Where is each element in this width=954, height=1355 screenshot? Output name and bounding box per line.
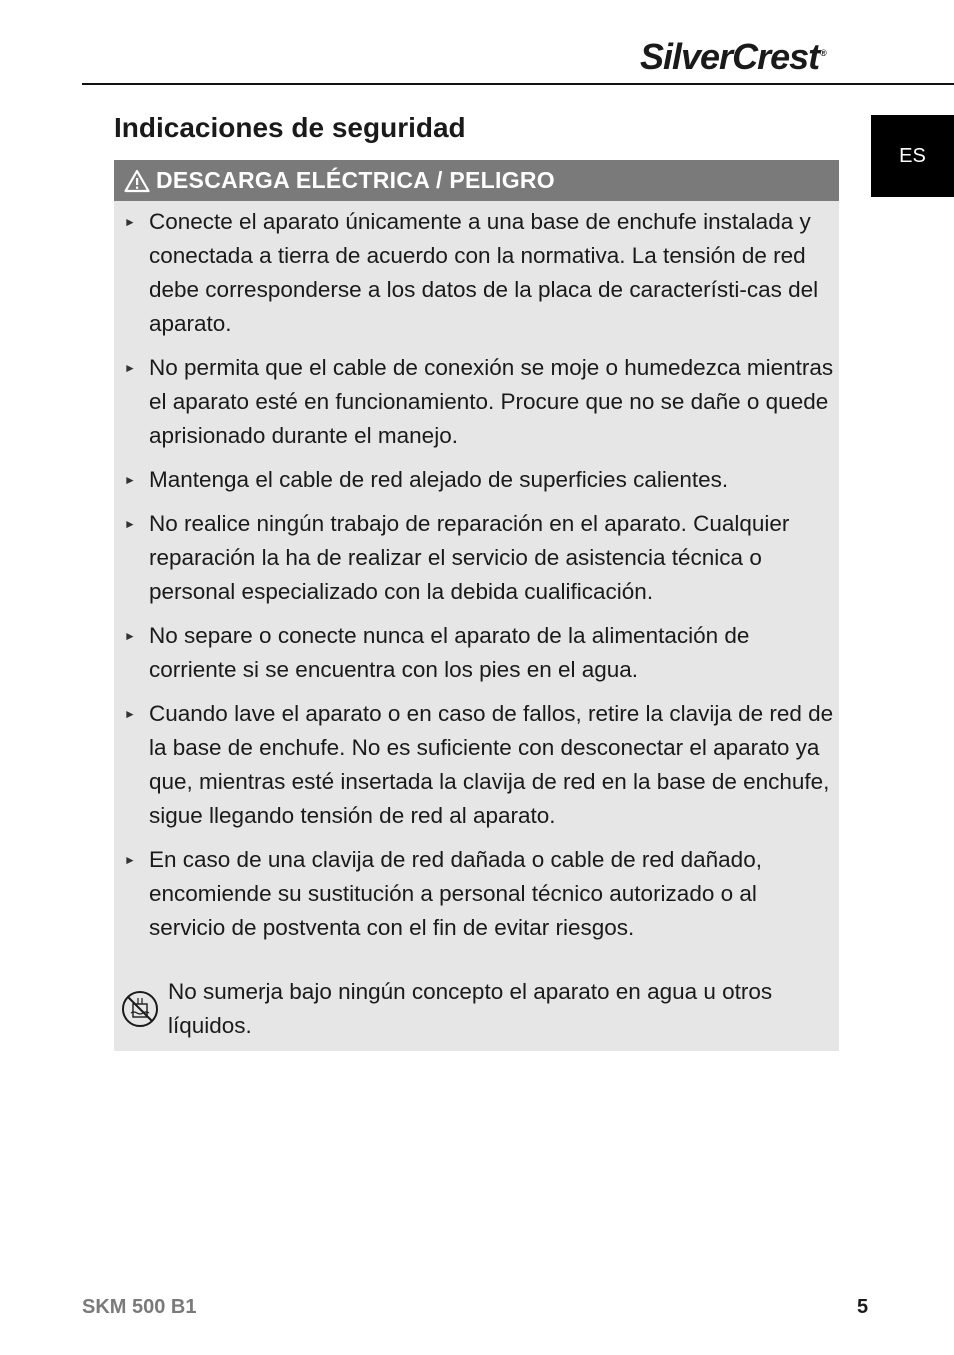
warning-header <box>114 160 839 201</box>
list-item-text: No permita que el cable de conexión se moje o humedezca mientras el aparato esté en funcionamiento. Procure que no se dañe o quede aprisionado durante el manejo. <box>149 355 834 448</box>
immersion-note <box>114 975 839 1043</box>
list-item <box>114 843 834 945</box>
bullet-arrow-icon: ► <box>124 215 136 229</box>
language-tab <box>871 115 954 197</box>
language-tab-label: ES <box>899 144 926 167</box>
bullet-arrow-icon: ► <box>124 629 136 643</box>
brand-name: SilverCrest <box>640 36 820 77</box>
header-divider <box>82 83 954 85</box>
list-item-text: Cuando lave el aparato o en caso de fallos, retire la clavija de red de la base de enchufe. No es suficiente con desconectar el aparato ya que, mientras esté insertada la clavija de red en la base de enchufe, sigue llegando tensión de red al aparato. <box>149 701 834 828</box>
list-item <box>114 507 834 609</box>
safety-box <box>114 160 839 1051</box>
warning-triangle-icon <box>124 169 150 193</box>
warning-title: DESCARGA ELÉCTRICA / PELIGRO <box>156 167 555 193</box>
no-immersion-icon <box>120 989 160 1029</box>
list-item <box>114 205 834 341</box>
brand-registered-mark: ® <box>820 48 826 58</box>
bullet-arrow-icon: ► <box>124 473 136 487</box>
brand-logo <box>640 36 870 78</box>
list-item-text: No realice ningún trabajo de reparación en el aparato. Cualquier reparación la ha de realizar el servicio de asistencia técnica o personal especializado con la debida cualificación. <box>149 511 790 604</box>
list-item <box>114 351 834 453</box>
footer-model: SKM 500 B1 <box>82 1296 197 1318</box>
bullet-arrow-icon: ► <box>124 517 136 531</box>
list-item-text: Mantenga el cable de red alejado de superficies calientes. <box>149 467 729 492</box>
list-item <box>114 697 834 833</box>
page-number: 5 <box>857 1296 869 1318</box>
list-item-text: En caso de una clavija de red dañada o cable de red dañado, encomiende su sustitución a personal técnico autorizado o al servicio de postventa con el fin de evitar riesgos. <box>149 847 762 940</box>
list-item-text: No separe o conecte nunca el aparato de la alimentación de corriente si se encuentra con los pies en el agua. <box>149 623 750 682</box>
list-item-text: Conecte el aparato únicamente a una base de enchufe instalada y conectada a tierra de acuerdo con la normativa. La tensión de red debe corresponderse a los datos de la placa de característi-cas del aparato. <box>149 209 819 336</box>
safety-list <box>114 205 834 955</box>
bullet-arrow-icon: ► <box>124 361 136 375</box>
bullet-arrow-icon: ► <box>124 707 136 721</box>
list-item <box>114 619 834 687</box>
section-title: Indicaciones de seguridad <box>114 112 466 143</box>
note-text: No sumerja bajo ningún concepto el aparato en agua u otros líquidos. <box>168 979 773 1038</box>
list-item <box>114 463 834 497</box>
bullet-arrow-icon: ► <box>124 853 136 867</box>
